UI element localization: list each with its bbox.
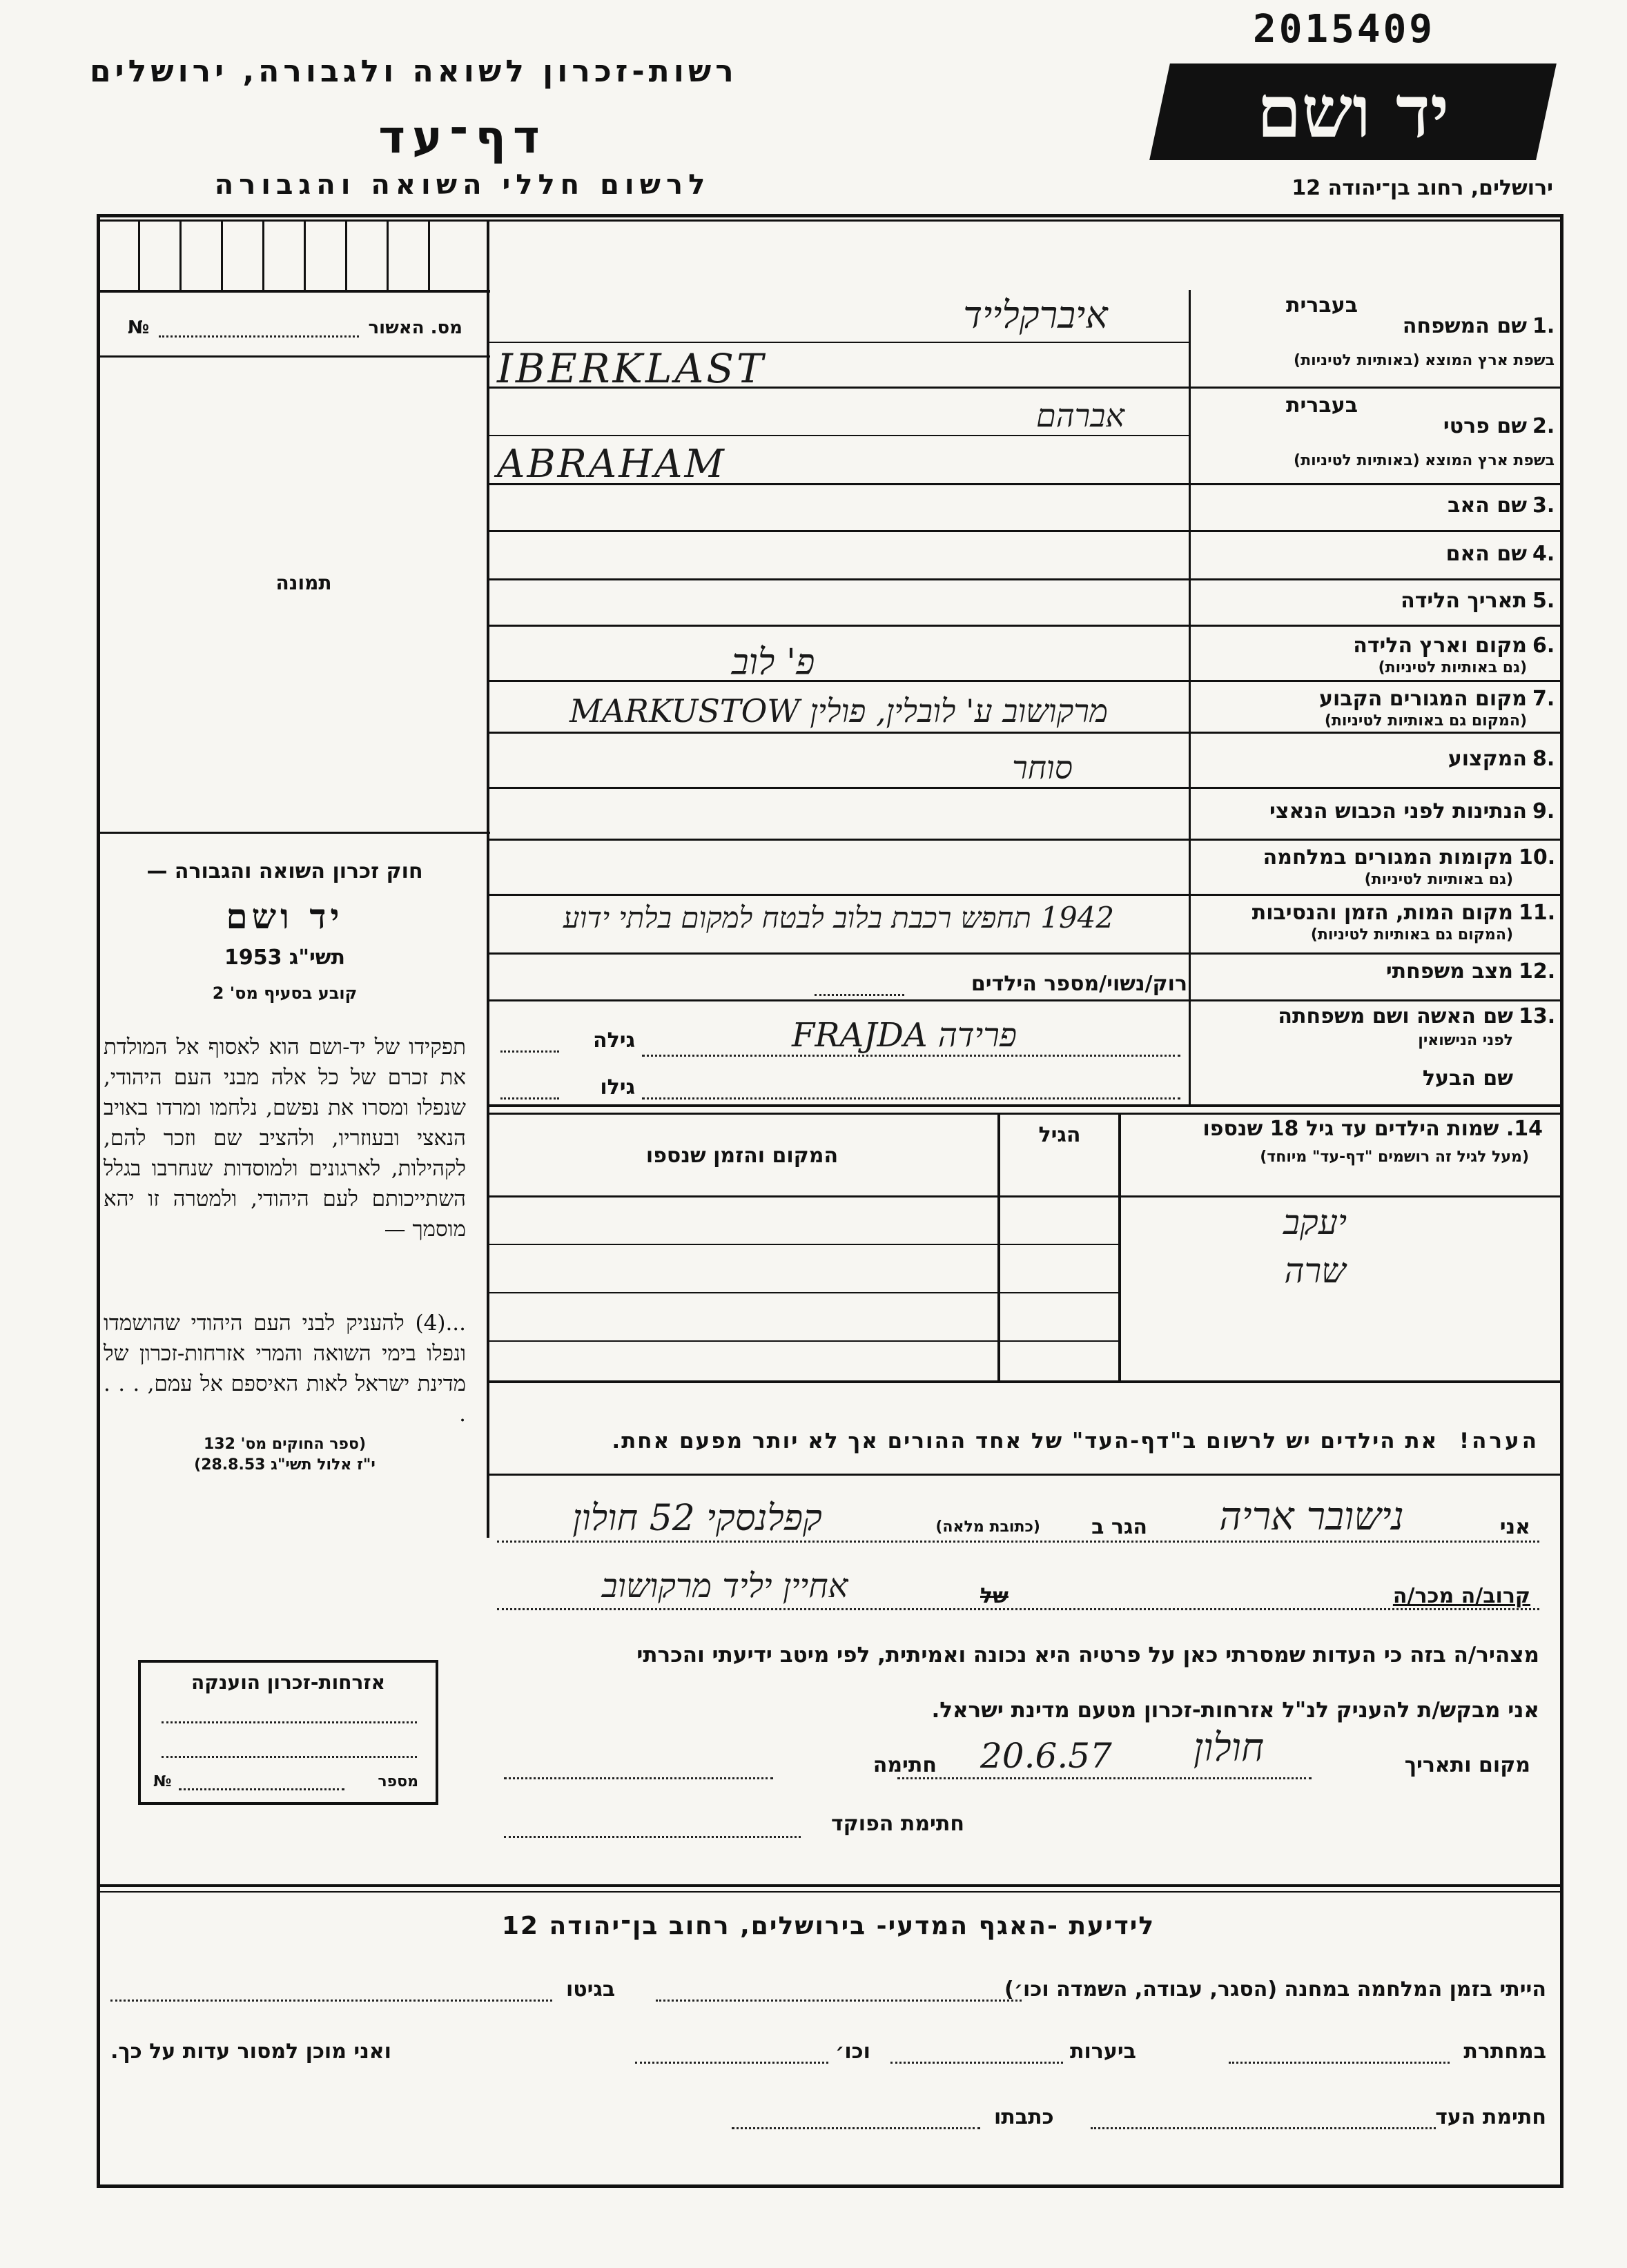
field-12-label: מצב משפחתי	[1385, 959, 1513, 984]
note-label: הערה!	[1459, 1429, 1539, 1454]
field-2-lang: בעברית	[1286, 393, 1358, 418]
citizenship-no-label: מספר	[378, 1773, 418, 1790]
field-9-label: הנתינות לפני הכבוש הנאצי	[1269, 799, 1527, 823]
declarant-label: אני	[1499, 1515, 1530, 1539]
field-2-number: 2.	[1532, 414, 1555, 438]
law-name: יד ושם	[226, 896, 344, 937]
family-status-label: רוק/נשוי/מספר הילדים	[971, 972, 1187, 996]
address: ירושלים, רחוב בן־יהודה 12	[1292, 176, 1553, 200]
profession-entry[interactable]: סוחר	[1012, 749, 1073, 786]
field-4-number: 4.	[1532, 542, 1555, 566]
forests-label: ביערות	[1070, 2040, 1136, 2064]
husband-name-label: שם הבעל	[1422, 1066, 1513, 1091]
wife-name-entry[interactable]: פרידה FRAJDA	[792, 1016, 1017, 1055]
law-reference-date: י"ז אלול תשי"ג 28.8.53)	[194, 1456, 376, 1474]
child-name-1[interactable]: יעקב	[1283, 1202, 1347, 1242]
surname-hebrew-entry[interactable]: איברקלייד	[963, 293, 1108, 337]
children-note	[497, 1429, 1539, 1454]
field-1-number: 1.	[1532, 314, 1555, 338]
field-3-number: 3.	[1532, 493, 1555, 518]
footer-line-2	[110, 2040, 1546, 2074]
approval-number-field[interactable]	[117, 317, 462, 345]
footer-line-3	[110, 2105, 1546, 2140]
approval-no-mark: №	[128, 317, 150, 338]
field-1-lang: בעברית	[1286, 293, 1358, 317]
col-place-time: המקום והזמן שנספו	[645, 1144, 839, 1168]
citizenship-no-mark: №	[153, 1773, 172, 1790]
ghetto-label: בגיטו	[566, 1977, 616, 2002]
law-reference: (ספר החוקים מס' 132	[203, 1436, 367, 1453]
field-7-number: 7.	[1532, 687, 1555, 711]
field-13-number: 13.	[1519, 1004, 1556, 1028]
field-1-sub: בשפת ארץ המוצא (באותיות לטיניות)	[1294, 352, 1555, 369]
declaration-line-2: אני מבקש/ת להעניק לנ"ל אזרחות-זכרון מטעם מדינת ישראל.	[931, 1698, 1539, 1723]
document-number: 2015409	[1253, 7, 1436, 52]
citizenship-box	[138, 1660, 438, 1805]
field-3-label: שם האב	[1448, 493, 1527, 518]
authority-name: רשות-זכרון לשואה ולגבורה, ירושלים	[90, 54, 738, 89]
form-title: דף־עד	[378, 110, 547, 164]
camp-label: הייתי בזמן המלחמה במחנה (הסגר, עבודה, השמדה וכו׳)	[1004, 1977, 1546, 2002]
field-11-number: 11.	[1519, 901, 1556, 925]
declarant-address[interactable]: קפלנסקי 52 חולון	[572, 1498, 822, 1539]
firstname-hebrew-entry[interactable]: אברהם	[1035, 397, 1125, 434]
footer-title: לידיעת -האגף המדעי- בירושלים, רחוב בן־יהודה 12	[501, 1912, 1156, 1940]
field-13-sub: לפני הנישואין	[1418, 1032, 1513, 1049]
field-11-sub: (המקום גם באותיות לטיניות)	[1310, 926, 1513, 944]
field-7-label: מקום המגורים הקבוע	[1319, 687, 1527, 711]
form-subtitle: לרשום חללי השואה והגבורה	[214, 169, 711, 201]
field-10-number: 10.	[1519, 845, 1556, 870]
photo-label: תמונה	[275, 571, 332, 594]
relation-value[interactable]: אחיין יליד מרקושוב	[601, 1567, 848, 1605]
field-6-number: 6.	[1532, 634, 1555, 658]
field-9-number: 9.	[1532, 799, 1555, 823]
relation-label: קרוב/ה מכר/ה	[1392, 1584, 1530, 1608]
surname-latin-entry[interactable]: IBERKLAST	[497, 345, 766, 392]
field-5-label: תאריך הלידה	[1401, 589, 1527, 613]
field-6-sub: (גם באותיות לטיניות)	[1378, 659, 1527, 676]
firstname-latin-entry[interactable]: ABRAHAM	[497, 442, 726, 487]
children-table	[487, 1113, 1563, 1382]
declarant-name[interactable]: נישובר אריה	[1219, 1494, 1404, 1539]
signature-label: חתימה	[873, 1753, 937, 1777]
witness-signature-label: חתימת העד	[1435, 2105, 1546, 2129]
address-full-label: (כתובת מלאה)	[935, 1518, 1040, 1536]
field-10-sub: (גם באותיות לטיניות)	[1364, 871, 1513, 888]
footer-line-1	[110, 1977, 1546, 2012]
children-heading: 14. שמות הילדים עד גיל 18 שנספו	[1202, 1117, 1543, 1141]
law-heading: חוק זכרון השואה והגבורה —	[146, 859, 423, 883]
officer-signature-label: חתימת הפוקד	[831, 1812, 964, 1836]
logo-text: יד ושם	[1256, 69, 1450, 154]
law-text: תפקידו של יד-ושם הוא לאסוף אל המולדת את זכרם של כל אלה מבני העם היהודי, שנפלו ומסרו את נפשם, נלחמו ומרדו באויב הנאצי ובעוזריו, ולהציב שם וזכר להם, לקהילות, לארגונים ולמוסדות שנחרבו בגלל השתייכותם לעם היהודי, ולמטרה זו יהא מוסמך —	[104, 1035, 466, 1242]
law-clause: קובע בסעיף מס' 2	[212, 984, 358, 1003]
field-2-sub: בשפת ארץ המוצא (באותיות לטיניות)	[1294, 452, 1555, 469]
date-value[interactable]: 20.6.57	[980, 1736, 1112, 1776]
field-13-label: שם האשה ושם משפחתה	[1278, 1004, 1513, 1028]
witness-address-label: כתבתו	[994, 2105, 1054, 2129]
note-text: את הילדים יש לרשום ב"דף-העד" של אחד ההורים אך לא יותר מפעם אחת.	[612, 1429, 1439, 1454]
field-8-label: המקצוע	[1448, 747, 1527, 771]
field-10-label: מקומות המגורים במלחמה	[1263, 845, 1513, 870]
residence-note-entry[interactable]: פ' לוב	[731, 642, 815, 683]
field-12-number: 12.	[1519, 959, 1556, 984]
willing-testify-label: ואני מוכן למסור עדות על כך.	[110, 2040, 391, 2064]
husband-age-label: גילו	[600, 1075, 635, 1099]
field-7-sub: (המקום גם באותיות לטיניות)	[1324, 712, 1527, 730]
declaration-line-1: מצהיר/ה בזה כי העדות שמסרתי כאן על פרטיה היא נכונה ואמיתית, לפי מיטב ידיעתי והכרתי	[636, 1643, 1539, 1668]
col-age: הגיל	[1038, 1123, 1081, 1147]
resides-label: הגר ב	[1091, 1515, 1147, 1539]
field-2-label: שם פרטי	[1443, 414, 1527, 438]
field-6-label: מקום וארץ הלידה	[1353, 634, 1527, 658]
field-5-number: 5.	[1532, 589, 1555, 613]
law-year: תשי"ג 1953	[224, 946, 346, 970]
citizenship-box-title: אזרחות-זכרון הוענקה	[191, 1671, 385, 1694]
yad-vashem-logo	[1149, 63, 1557, 160]
place-date-label: מקום ותאריך	[1404, 1753, 1530, 1777]
field-11-label: מקום המות, הזמן והנסיבות	[1251, 901, 1513, 925]
residence-entry[interactable]: מרקושוב ע' לובלין, פולין MARKUSTOW	[569, 692, 1109, 730]
children-heading-sub: (מעל לגיל זה רושמים "דף-עד" מיוחד)	[1260, 1148, 1529, 1166]
of-label: של	[980, 1584, 1009, 1608]
underground-label: במחתרת	[1463, 2040, 1546, 2064]
field-4-label: שם האם	[1445, 542, 1527, 566]
approval-label: מס. האשור	[368, 317, 462, 338]
wife-age-label: גילה	[593, 1028, 635, 1053]
place-value[interactable]: חולון	[1193, 1726, 1265, 1770]
field-8-number: 8.	[1532, 747, 1555, 771]
field-1-label: שם המשפחה	[1402, 314, 1527, 338]
child-name-2[interactable]: שרה	[1284, 1251, 1346, 1291]
law-text-2: ...(4) להעניק לבני העם היהודי שהושמדו ונפלו בימי השואה והמרי אזרחות-זכרון של מדינת ישראל לאות האיספם אל עמם, . . . .	[104, 1311, 466, 1427]
death-entry[interactable]: 1942 תחפש רכבת בלוב לבטח למקום בלתי ידוע	[563, 901, 1115, 935]
etc-label: וכו׳	[835, 2040, 870, 2064]
